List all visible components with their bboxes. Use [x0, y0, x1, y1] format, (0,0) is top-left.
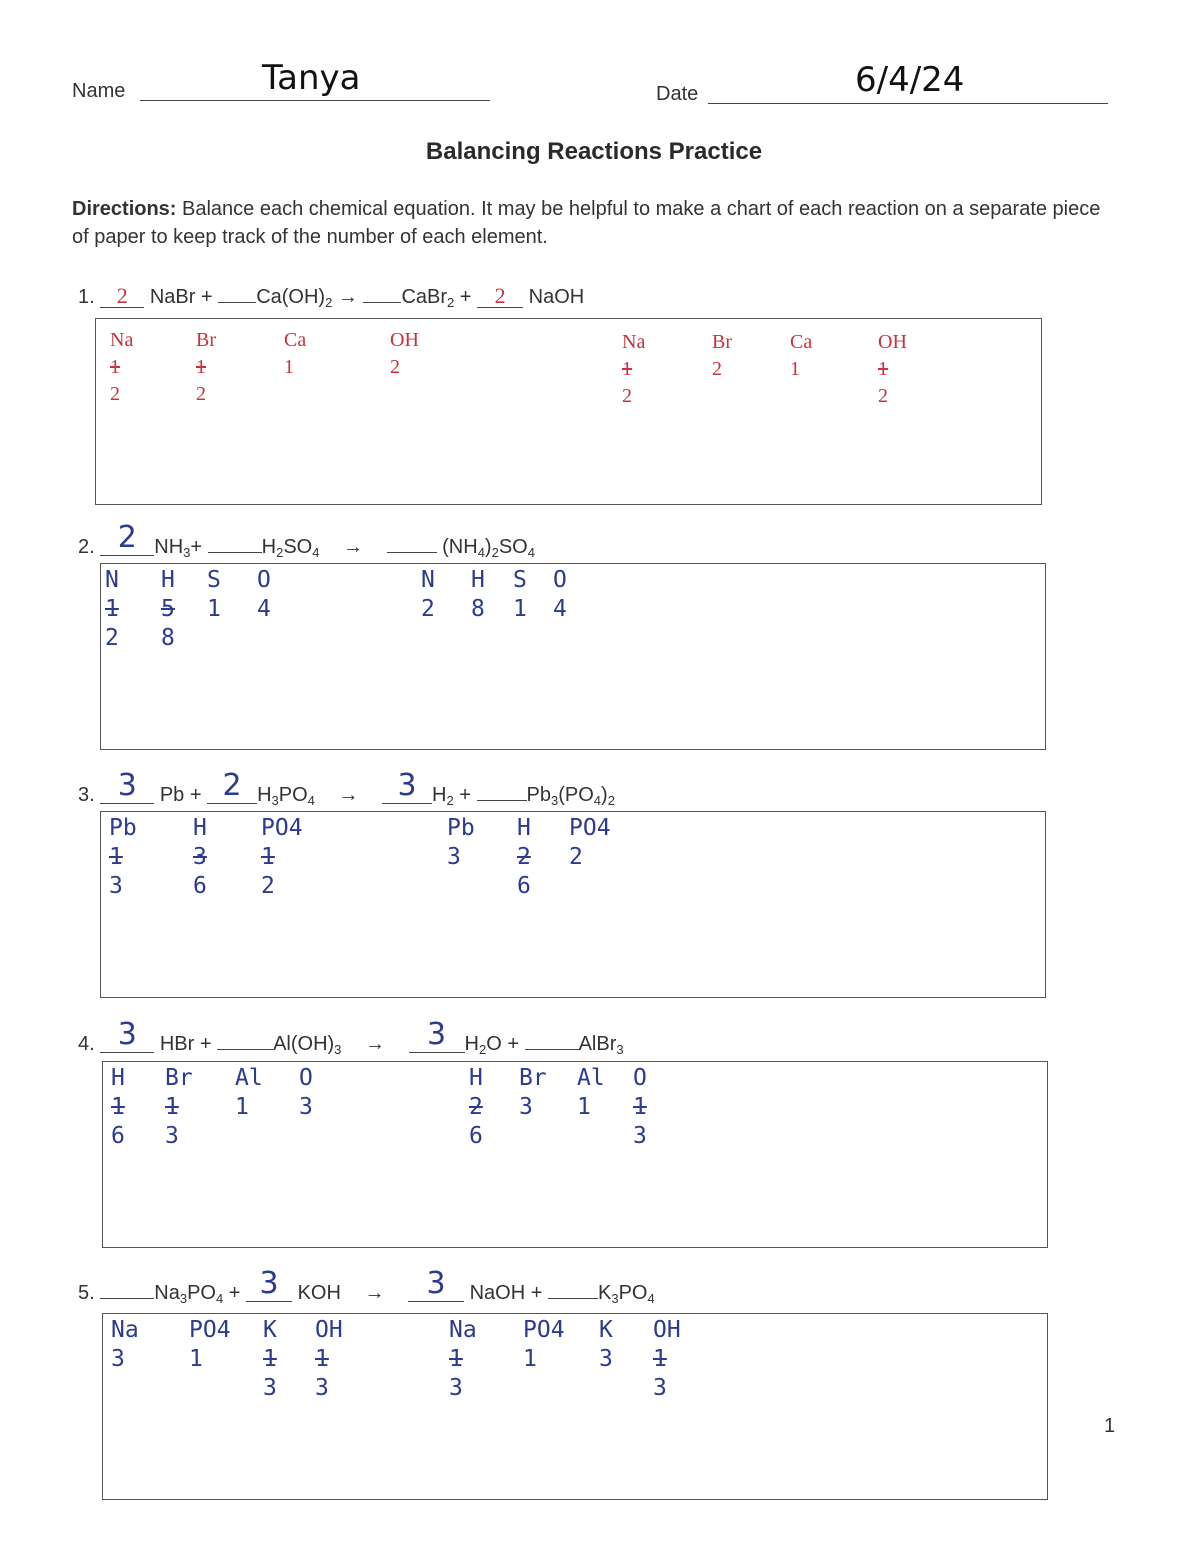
equation-term: $Pb_3(PO_4)_2$: [526, 784, 615, 808]
tally-column: Al 1: [235, 1065, 263, 1120]
page-title-text: Balancing Reactions Practice: [425, 138, 763, 165]
coefficient-blank[interactable]: [408, 1266, 464, 1302]
coefficient-value: 3: [426, 1017, 447, 1052]
directions-label: Directions:: [72, 198, 177, 220]
tally-column: Pb 1 3: [109, 815, 137, 899]
problem-5-equation: [78, 1266, 655, 1306]
tally-column: Br 2: [712, 331, 732, 380]
equation-term: NaBr +: [149, 286, 213, 308]
tally-column: Br 1 2: [196, 329, 216, 405]
tally-column: N 2: [421, 567, 435, 622]
coefficient-value: 2: [117, 520, 137, 555]
equation-term: $(NH_4)_2SO_4$: [442, 536, 535, 560]
page-number: 1: [1104, 1415, 1116, 1437]
reaction-arrow: →: [343, 536, 364, 558]
coefficient-blank[interactable]: [246, 1266, 292, 1302]
coefficient-value: 3: [117, 768, 137, 803]
tally-column: H 3 6: [193, 815, 207, 899]
equation-term: $H_2SO_4$: [261, 536, 320, 560]
equation-term: $NH_3+$: [154, 536, 203, 560]
directions-text: Balance each chemical equation. It may be helpful to make a chart of each reaction on a separate piece of paper to keep track of the number of each element.: [72, 198, 1101, 248]
problem-number: 2.: [78, 536, 95, 558]
tally-column: S 1: [207, 567, 221, 622]
coefficient-value: 3: [259, 1266, 279, 1301]
tally-column: K 3: [599, 1317, 613, 1372]
problem-1-equation: [78, 280, 584, 310]
tally-column: S 1: [513, 567, 527, 622]
coefficient-value: 3: [397, 768, 417, 803]
coefficient-blank[interactable]: [477, 778, 527, 801]
coefficient-blank[interactable]: [525, 1027, 579, 1050]
tally-column: PO4 1: [523, 1317, 565, 1372]
tally-column: OH 1 3: [315, 1317, 343, 1401]
problem-3-equation: [78, 768, 615, 808]
coefficient-blank[interactable]: [477, 285, 523, 308]
coefficient-blank[interactable]: [208, 530, 262, 553]
equation-term: NaOH: [528, 286, 585, 308]
tally-column: O 4: [257, 567, 271, 622]
tally-column: PO4 1: [189, 1317, 231, 1372]
equation-term: $H_2O$ +: [464, 1033, 520, 1057]
problem-number: 1.: [78, 286, 95, 308]
coefficient-blank[interactable]: [100, 1017, 154, 1053]
equation-term: KOH: [297, 1282, 341, 1304]
equation-term: CaBr$_2$ +: [401, 286, 472, 310]
coefficient-blank[interactable]: [100, 520, 154, 556]
coefficient-value: 3: [117, 1017, 137, 1052]
tally-column: Br 1 3: [165, 1065, 193, 1149]
tally-column: N 1 2: [105, 567, 119, 651]
tally-column: Ca 1: [284, 329, 307, 378]
equation-term: $H_3PO_4$: [257, 784, 315, 808]
tally-column: OH 1 3: [653, 1317, 681, 1401]
tally-column: PO4 1 2: [261, 815, 303, 899]
problem-4-equation: [78, 1017, 624, 1057]
equation-term: $K_3PO_4$: [597, 1282, 655, 1306]
problem-4-tally-box: [102, 1061, 1048, 1248]
tally-column: H 2 6: [469, 1065, 483, 1149]
tally-column: O 4: [553, 567, 567, 622]
coefficient-blank[interactable]: [382, 768, 432, 804]
coefficient-blank[interactable]: [218, 280, 256, 303]
coefficient-blank[interactable]: [548, 1276, 598, 1299]
problem-number: 5.: [78, 1282, 95, 1304]
tally-column: Pb 3: [447, 815, 475, 870]
problem-5-tally-box: [102, 1313, 1048, 1500]
tally-column: Na 1 2: [622, 331, 646, 407]
date-value[interactable]: 6/4/24: [855, 60, 965, 100]
date-label: Date: [656, 83, 699, 105]
reaction-arrow: →: [364, 1282, 385, 1304]
problem-number: 3.: [78, 784, 95, 806]
tally-column: O 3: [299, 1065, 313, 1120]
problem-3-tally-box: [100, 811, 1046, 998]
equation-term: $H_2$ +: [432, 784, 471, 808]
problem-number: 4.: [78, 1033, 95, 1055]
equation-term: Pb +: [159, 784, 202, 806]
coefficient-value: 2: [116, 283, 128, 308]
tally-column: Na 3: [111, 1317, 139, 1372]
coefficient-value: 3: [426, 1266, 446, 1301]
coefficient-blank[interactable]: [207, 768, 257, 804]
tally-column: O 1 3: [633, 1065, 647, 1149]
equation-term: AlBr$_3$: [578, 1033, 624, 1057]
problem-1-tally-box: [95, 318, 1042, 505]
tally-column: Na 1 2: [110, 329, 134, 405]
equation-term: $Na_3PO_4$ +: [154, 1282, 241, 1306]
equation-term: HBr +: [159, 1033, 212, 1055]
coefficient-value: 2: [494, 283, 506, 308]
equation-term: $Al(OH)_3$: [273, 1033, 342, 1057]
tally-column: PO4 2: [569, 815, 611, 870]
problem-2-equation: [78, 520, 535, 560]
coefficient-blank[interactable]: [409, 1017, 465, 1053]
equation-term: NaOH +: [469, 1282, 543, 1304]
tally-column: OH 1 2: [878, 331, 907, 407]
name-label: Name: [72, 80, 126, 102]
reaction-arrow: →: [338, 784, 359, 806]
tally-column: H 8: [471, 567, 485, 622]
coefficient-blank[interactable]: [387, 530, 437, 553]
coefficient-blank[interactable]: [363, 280, 401, 303]
date-line: [708, 103, 1108, 104]
tally-column: K 1 3: [263, 1317, 277, 1401]
name-value[interactable]: Tanya: [262, 58, 361, 98]
problem-2-tally-box: [100, 563, 1046, 750]
tally-column: OH 2: [390, 329, 419, 378]
coefficient-blank[interactable]: [100, 285, 144, 308]
coefficient-blank[interactable]: [217, 1027, 273, 1050]
equation-term: $Ca(OH)_2$ →: [256, 286, 358, 310]
tally-column: Br 3: [519, 1065, 547, 1120]
coefficient-blank[interactable]: [100, 1276, 154, 1299]
tally-column: Al 1: [577, 1065, 605, 1120]
coefficient-blank[interactable]: [100, 768, 154, 804]
tally-column: H 1 6: [111, 1065, 125, 1149]
name-line: [140, 100, 490, 101]
page-title: [0, 138, 1200, 166]
tally-column: Ca 1: [790, 331, 813, 380]
tally-column: H 5 8: [161, 567, 175, 651]
reaction-arrow: →: [364, 1033, 385, 1055]
directions: [72, 195, 1112, 251]
coefficient-value: 2: [222, 768, 242, 803]
tally-column: H 2 6: [517, 815, 531, 899]
tally-column: Na 1 3: [449, 1317, 477, 1401]
